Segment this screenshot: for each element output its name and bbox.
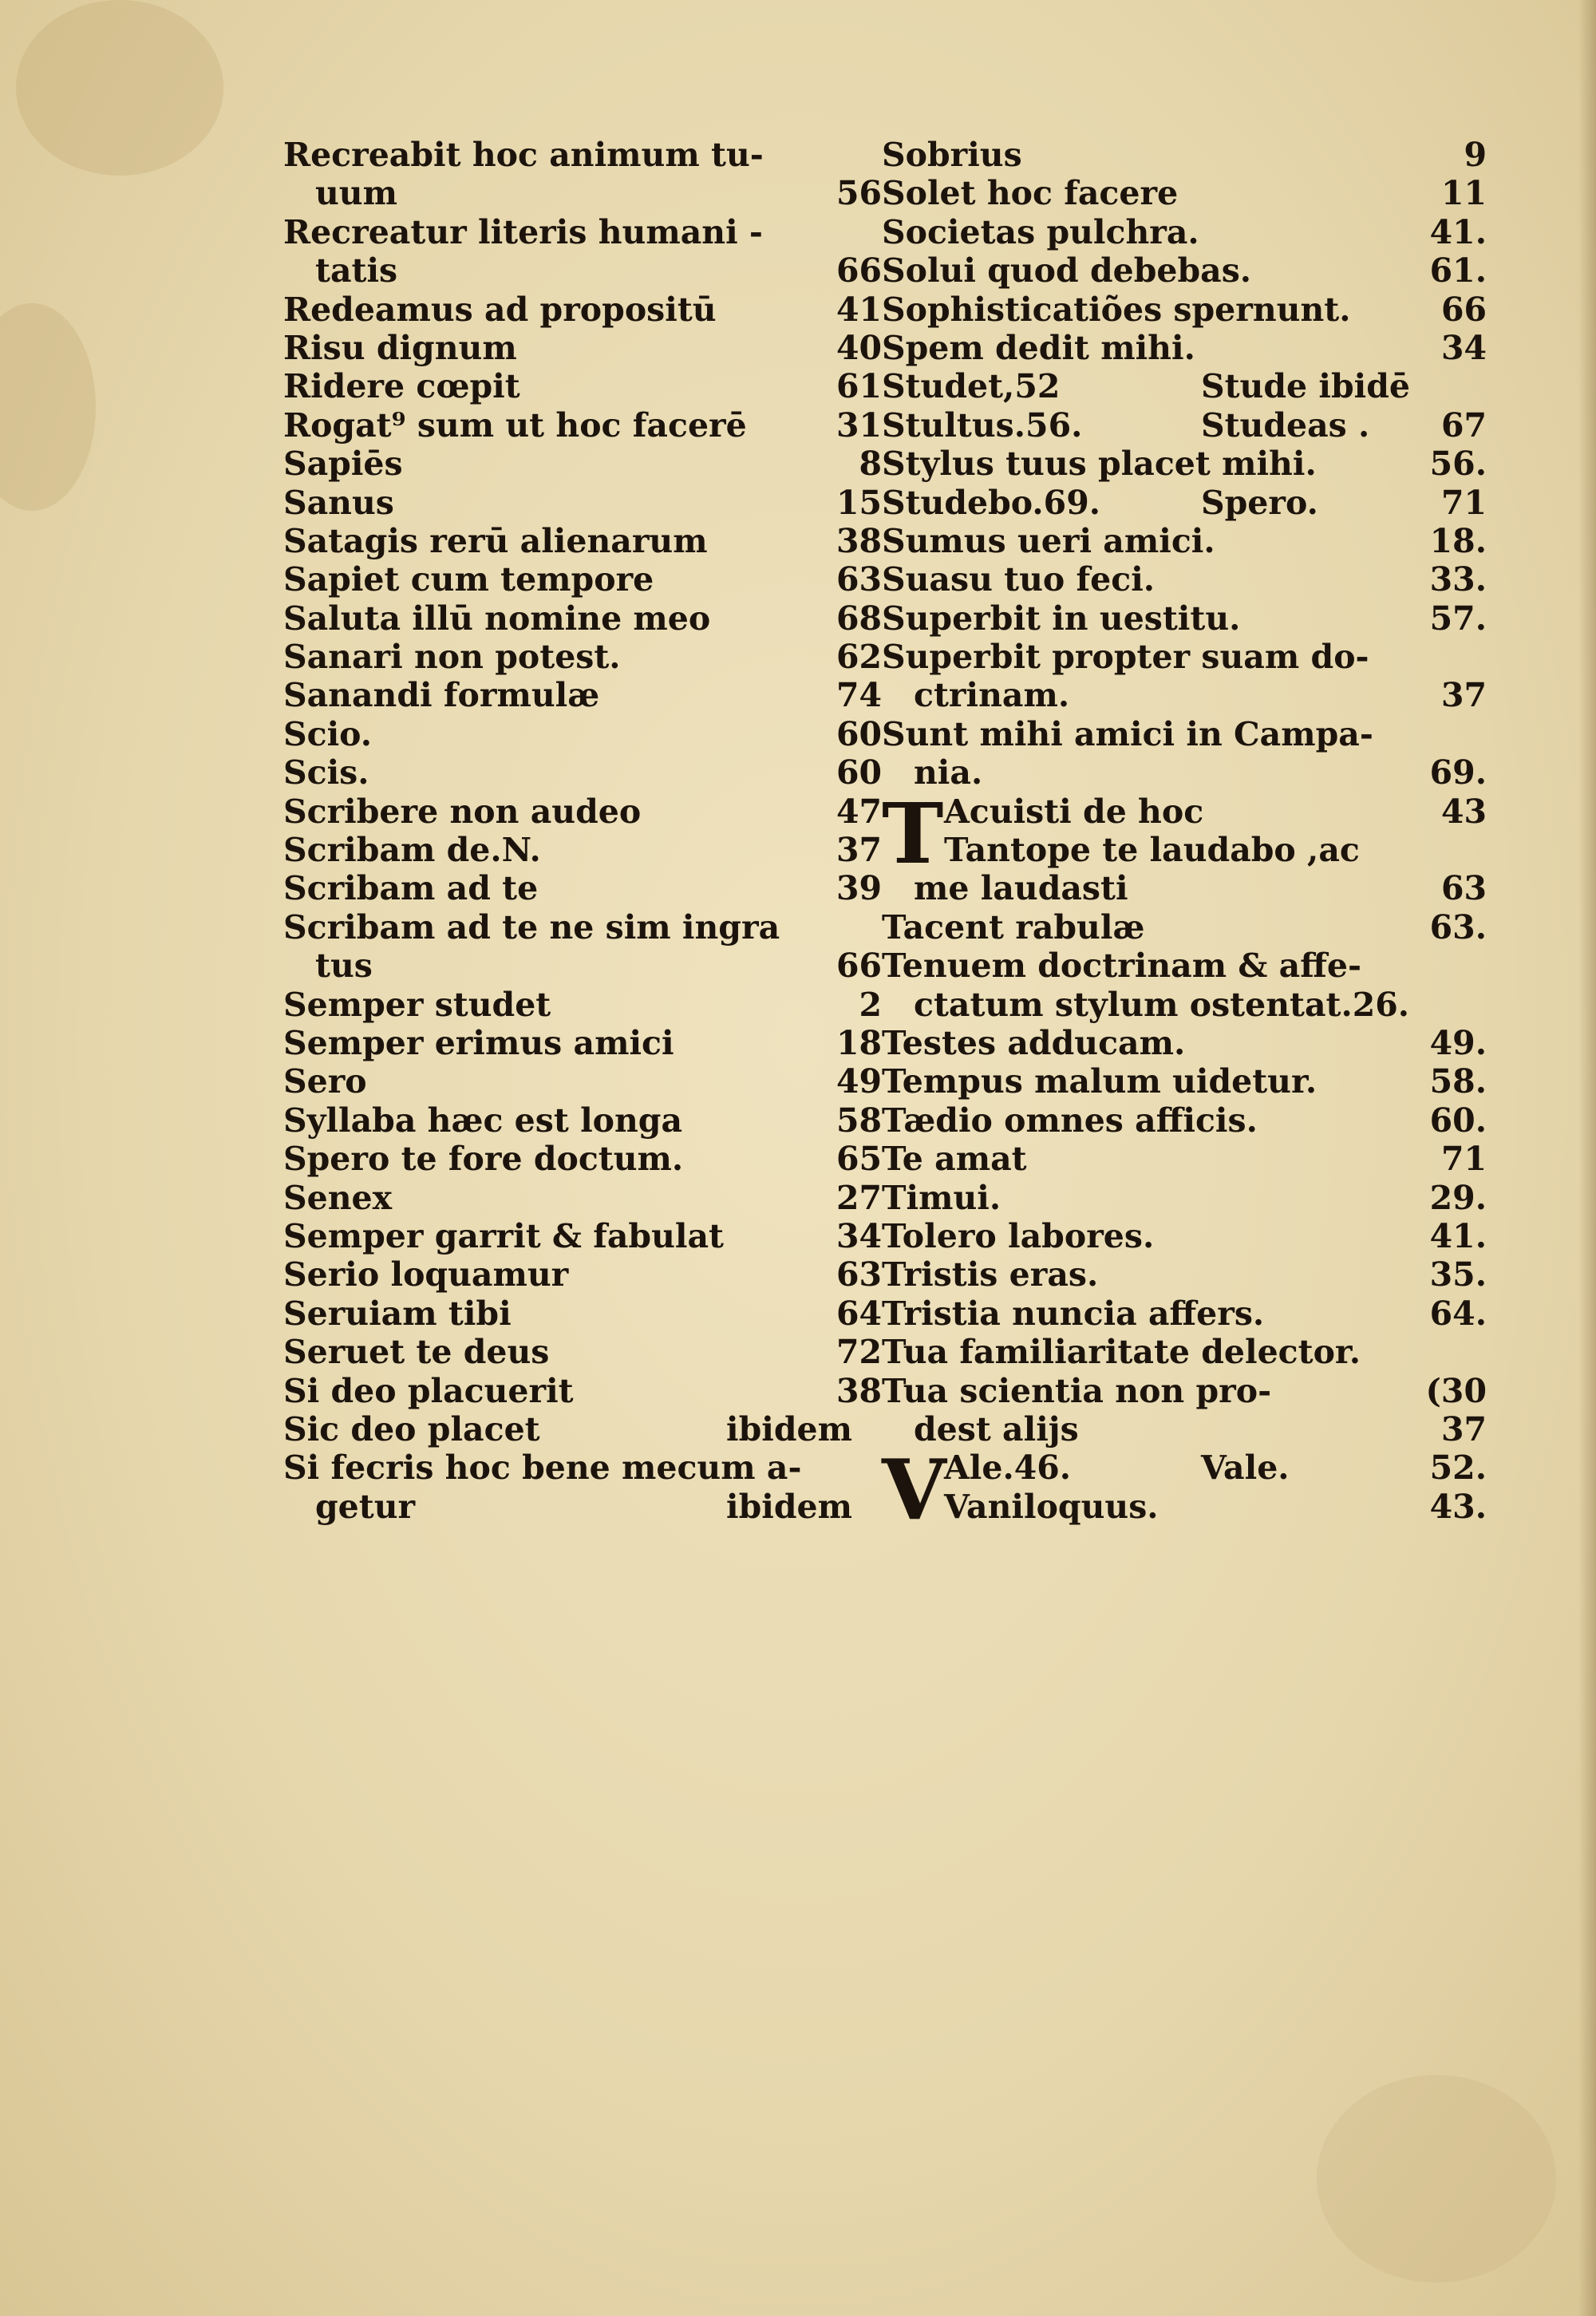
page-number: 68 xyxy=(836,599,882,638)
entry-text: Studet,52 xyxy=(882,367,1061,406)
page-number: 18 xyxy=(836,1023,882,1062)
entry-secondary-text: Studeas . xyxy=(1201,405,1370,445)
entry-text: Testes adducam. xyxy=(882,1023,1186,1062)
index-entry xyxy=(882,329,1487,367)
entry-text: Tempus malum uidetur. xyxy=(882,1062,1317,1101)
entry-text: Superbit in uestitu. xyxy=(882,599,1241,638)
index-entry xyxy=(283,831,882,869)
entry-text: Sic deo placet xyxy=(283,1409,540,1448)
entry-text: Suasu tuo feci. xyxy=(882,560,1156,599)
index-entry xyxy=(283,251,882,290)
page-number: 43 xyxy=(1440,792,1487,831)
entry-text: Vaniloquus. xyxy=(944,1487,1159,1526)
index-entry xyxy=(882,484,1487,522)
index-entry xyxy=(283,1140,882,1178)
page-number: (30 xyxy=(1425,1371,1487,1410)
page-number: 60 xyxy=(836,753,882,792)
page-number: 71 xyxy=(1440,483,1487,522)
page-number: 49 xyxy=(836,1062,882,1101)
entry-text: Si deo placuerit xyxy=(283,1371,574,1410)
entry-text: Semper erimus amici xyxy=(283,1023,674,1062)
entry-text: Studebo.69. xyxy=(882,483,1101,522)
entry-text: Recreatur literis humani - xyxy=(283,212,763,251)
entry-text: Si fecris hoc bene mecum a- xyxy=(283,1448,802,1488)
page-number: 34 xyxy=(1440,328,1487,367)
decorated-initial: V xyxy=(882,1441,946,1539)
decorated-initial: T xyxy=(882,784,944,883)
entry-text: Seruet te deus xyxy=(283,1333,550,1372)
page-number: 63 xyxy=(836,1255,882,1294)
index-entry xyxy=(882,290,1487,329)
page-number: 56 xyxy=(836,174,882,213)
entry-text: Tristia nuncia affers. xyxy=(882,1294,1265,1333)
index-entry xyxy=(882,1024,1487,1062)
index-entry xyxy=(283,522,882,560)
index-entry xyxy=(283,1101,882,1140)
entry-text: Seruiam tibi xyxy=(283,1294,512,1333)
entry-text: Saluta illū nomine meo xyxy=(283,599,711,638)
page-number: 37 xyxy=(836,831,882,870)
entry-text: tus xyxy=(315,947,373,986)
index-entry xyxy=(882,1140,1487,1178)
page-number: 40 xyxy=(836,328,882,367)
page-number: 60 xyxy=(836,714,882,753)
paper-stain xyxy=(1317,2075,1556,2282)
index-entry xyxy=(283,213,882,251)
entry-text: Semper garrit & fabulat xyxy=(283,1216,724,1255)
page-number: 41. xyxy=(1429,1216,1487,1255)
entry-text: Spero te fore doctum. xyxy=(283,1140,684,1179)
index-entry xyxy=(283,986,882,1024)
index-entry xyxy=(882,715,1487,753)
entry-text: Ridere cœpit xyxy=(283,367,520,406)
index-entry xyxy=(283,1488,882,1526)
index-entry xyxy=(882,1255,1487,1294)
index-entry xyxy=(283,290,882,329)
entry-text: Tua scientia non pro- xyxy=(882,1371,1272,1410)
entry-text: Redeamus ad propositū xyxy=(283,290,717,329)
index-entry xyxy=(283,406,882,445)
page-number: 47 xyxy=(836,792,882,831)
entry-text: Tolero labores. xyxy=(882,1216,1155,1255)
page-number: 58. xyxy=(1429,1062,1487,1101)
page-number: 60. xyxy=(1429,1101,1487,1140)
page-number: 34 xyxy=(836,1216,882,1255)
index-entry xyxy=(283,1294,882,1333)
index-entry xyxy=(882,1062,1487,1101)
index-entry xyxy=(882,869,1487,907)
index-entry xyxy=(882,1179,1487,1217)
entry-text: Te amat xyxy=(882,1140,1027,1179)
page-number: 27 xyxy=(836,1178,882,1217)
entry-text: Risu dignum xyxy=(283,328,517,367)
page-number: 9 xyxy=(1464,136,1487,174)
page-number: 37 xyxy=(1440,1409,1487,1448)
entry-text: Timui. xyxy=(882,1178,1001,1217)
entry-text: Superbit propter suam do- xyxy=(882,638,1369,677)
index-entry xyxy=(283,753,882,792)
page-number: 64. xyxy=(1429,1294,1487,1333)
page-number: 69. xyxy=(1429,753,1487,792)
page-number: 41. xyxy=(1429,212,1487,251)
page-number: 33. xyxy=(1429,560,1487,599)
entry-text: Ale.46. xyxy=(944,1448,1072,1488)
page-number: 43. xyxy=(1429,1487,1487,1526)
index-entry xyxy=(882,522,1487,560)
index-entry xyxy=(882,560,1487,599)
index-entry xyxy=(882,1488,1487,1526)
index-entry xyxy=(283,1255,882,1294)
entry-text: Solui quod debebas. xyxy=(882,251,1252,290)
entry-text: Sanari non potest. xyxy=(283,638,621,677)
entry-text: Rogat⁹ sum ut hoc facerē xyxy=(283,405,747,445)
paper-stain xyxy=(16,0,223,176)
page-number: 18. xyxy=(1429,521,1487,560)
index-entry xyxy=(283,1410,882,1448)
page-number: 11 xyxy=(1440,174,1487,213)
page-number: 49. xyxy=(1429,1023,1487,1062)
page-number: 74 xyxy=(836,676,882,715)
index-entry xyxy=(882,1410,1487,1448)
entry-text: Sophisticatiões spernunt. xyxy=(882,290,1351,329)
page-number: 64 xyxy=(836,1294,882,1333)
entry-text: Scribam de.N. xyxy=(283,831,541,870)
index-entry xyxy=(882,251,1487,290)
entry-text: dest alijs xyxy=(914,1409,1079,1448)
entry-text: Semper studet xyxy=(283,985,551,1024)
index-entry xyxy=(882,445,1487,483)
index-entry xyxy=(283,715,882,753)
index-entry xyxy=(283,792,882,831)
index-entry xyxy=(283,136,882,174)
index-entry xyxy=(283,638,882,676)
page-number: 15 xyxy=(836,483,882,522)
index-entry xyxy=(283,1372,882,1410)
page-number: 71 xyxy=(1440,1140,1487,1179)
page-number: 31 xyxy=(836,405,882,445)
index-entry xyxy=(283,599,882,638)
page-number: 58 xyxy=(836,1101,882,1140)
page-number: 52. xyxy=(1429,1448,1487,1488)
page-number: 8 xyxy=(859,445,882,484)
index-entry xyxy=(882,1217,1487,1255)
page-number: 63 xyxy=(1440,869,1487,908)
index-entry xyxy=(882,1101,1487,1140)
index-entry xyxy=(283,947,882,985)
index-entry xyxy=(283,484,882,522)
entry-secondary-text: ibidem xyxy=(726,1487,852,1526)
entry-text: Sobrius xyxy=(882,136,1022,174)
index-entry xyxy=(882,947,1487,985)
index-entry xyxy=(283,676,882,714)
entry-secondary-text: ibidem xyxy=(726,1409,852,1448)
index-entry xyxy=(882,1333,1487,1371)
entry-text: me laudasti xyxy=(914,869,1128,908)
index-entry xyxy=(283,869,882,907)
entry-text: Scio. xyxy=(283,714,373,753)
entry-text: Acuisti de hoc xyxy=(944,792,1204,831)
entry-text: Recreabit hoc animum tu- xyxy=(283,136,764,174)
index-entry xyxy=(882,676,1487,714)
page-number: 37 xyxy=(1440,676,1487,715)
index-entry xyxy=(283,329,882,367)
page-number: 62 xyxy=(836,638,882,677)
page-number: 67 xyxy=(1440,405,1487,445)
index-entry xyxy=(882,831,1487,869)
page-number: 61 xyxy=(836,367,882,406)
entry-text: Sumus ueri amici. xyxy=(882,521,1215,560)
page-number: 39 xyxy=(836,869,882,908)
index-entry xyxy=(882,1372,1487,1410)
entry-text: Scis. xyxy=(283,753,369,792)
index-entry xyxy=(283,1062,882,1101)
page-number: 56. xyxy=(1429,445,1487,484)
page-number: 29. xyxy=(1429,1178,1487,1217)
entry-text: Tristis eras. xyxy=(882,1255,1099,1294)
index-entry xyxy=(882,638,1487,676)
index-entry xyxy=(283,1179,882,1217)
entry-text: Sanandi formulæ xyxy=(283,676,600,715)
page-number: 38 xyxy=(836,1371,882,1410)
entry-text: Tantope te laudabo ,ac xyxy=(944,831,1360,870)
entry-text: Syllaba hæc est longa xyxy=(283,1101,683,1140)
entry-text: ctrinam. xyxy=(914,676,1070,715)
entry-secondary-text: Vale. xyxy=(1201,1448,1290,1488)
entry-text: Solet hoc facere xyxy=(882,174,1179,213)
page-number: 66 xyxy=(1440,290,1487,329)
entry-text: uum xyxy=(315,174,398,213)
index-left-column xyxy=(283,136,882,1526)
paper-stain xyxy=(0,303,96,511)
entry-text: nia. xyxy=(914,753,983,792)
entry-text: tatis xyxy=(315,251,398,290)
entry-secondary-text: Spero. xyxy=(1201,483,1318,522)
index-entry xyxy=(882,753,1487,792)
entry-text: Serio loquamur xyxy=(283,1255,569,1294)
entry-text: Sero xyxy=(283,1062,367,1101)
entry-text: Tenuem doctrinam & affe- xyxy=(882,947,1361,986)
entry-text: Spem dedit mihi. xyxy=(882,328,1195,367)
page-number: 61. xyxy=(1429,251,1487,290)
index-entry xyxy=(882,213,1487,251)
entry-text: Sunt mihi amici in Campa- xyxy=(882,714,1373,753)
page-number: 72 xyxy=(836,1333,882,1372)
index-entry xyxy=(882,1294,1487,1333)
page-number: 66 xyxy=(836,251,882,290)
page-number: 65 xyxy=(836,1140,882,1179)
entry-text: getur xyxy=(315,1487,416,1526)
index-entry xyxy=(882,986,1487,1024)
index-entry xyxy=(283,367,882,405)
index-entry xyxy=(283,1217,882,1255)
entry-text: Stylus tuus placet mihi. xyxy=(882,445,1317,484)
entry-text: Scribam ad te xyxy=(283,869,539,908)
entry-secondary-text: Stude ibidē xyxy=(1201,367,1410,406)
index-entry xyxy=(283,1448,882,1487)
index-entry xyxy=(283,908,882,947)
index-entry xyxy=(882,136,1487,174)
entry-text: Sapiēs xyxy=(283,445,403,484)
index-right-column xyxy=(882,136,1487,1539)
page-number: 63 xyxy=(836,560,882,599)
entry-text: Stultus.56. xyxy=(882,405,1083,445)
page-number: 41 xyxy=(836,290,882,329)
index-entry xyxy=(283,1333,882,1371)
index-entry xyxy=(882,174,1487,212)
entry-text: Societas pulchra. xyxy=(882,212,1199,251)
index-entry xyxy=(882,599,1487,638)
page-number: 57. xyxy=(1429,599,1487,638)
entry-text: Tædio omnes afficis. xyxy=(882,1101,1258,1140)
page-number: 38 xyxy=(836,521,882,560)
entry-text: Senex xyxy=(283,1178,393,1217)
index-entry xyxy=(283,445,882,483)
entry-text: Satagis rerū alienarum xyxy=(283,521,708,560)
entry-text: Sanus xyxy=(283,483,394,522)
index-entry xyxy=(882,908,1487,947)
entry-text: Scribere non audeo xyxy=(283,792,642,831)
index-entry xyxy=(283,1024,882,1062)
page-edge-shadow xyxy=(1578,0,1596,2316)
entry-text: ctatum stylum ostentat.26. xyxy=(914,985,1410,1024)
entry-text: Sapiet cum tempore xyxy=(283,560,654,599)
index-entry xyxy=(283,560,882,599)
entry-text: Tacent rabulæ xyxy=(882,907,1145,947)
page-number: 35. xyxy=(1429,1255,1487,1294)
index-entry xyxy=(882,406,1487,445)
page-number: 2 xyxy=(859,985,882,1024)
entry-text: Scribam ad te ne sim ingra xyxy=(283,907,780,947)
index-entry xyxy=(283,174,882,212)
index-entry xyxy=(882,367,1487,405)
entry-text: Tua familiaritate delector. xyxy=(882,1333,1361,1372)
page-number: 63. xyxy=(1429,907,1487,947)
page-number: 66 xyxy=(836,947,882,986)
